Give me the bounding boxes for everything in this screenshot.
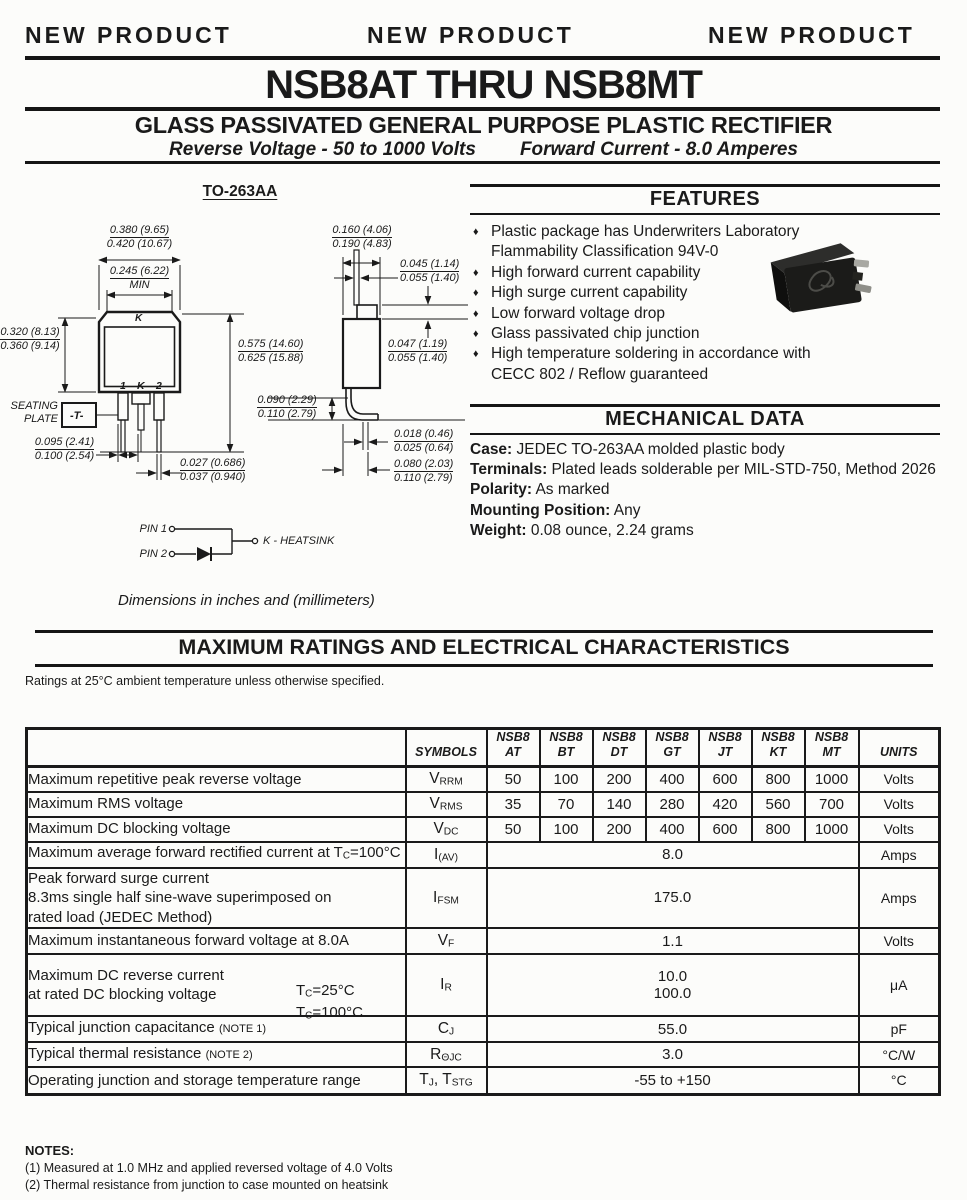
pin1-label: 1 xyxy=(120,380,126,392)
diamond-bullet-icon: ♦ xyxy=(473,287,479,300)
value-cell: 700 xyxy=(805,792,859,817)
parameter-line: Maximum DC reverse current xyxy=(28,966,224,984)
divider xyxy=(25,107,940,111)
value-cell: 800 xyxy=(752,817,805,842)
units-cell: Volts xyxy=(859,767,940,792)
col-header-symbols: SYMBOLS xyxy=(406,729,487,767)
dim-pin-pitch: 0.095 (2.41) 0.100 (2.54) xyxy=(34,436,95,462)
symbol-cell: IFSM xyxy=(406,868,487,929)
diamond-bullet-icon: ♦ xyxy=(473,328,479,341)
tab-marking-label: K xyxy=(135,313,143,324)
table-row xyxy=(27,792,940,817)
symbol-cell: CJ xyxy=(406,1016,487,1042)
units-cell: pF xyxy=(859,1016,940,1042)
new-product-badge: NEW PRODUCT xyxy=(708,22,915,48)
value-cell: 140 xyxy=(593,792,646,817)
parameter-cell xyxy=(27,1016,406,1042)
parameter-line: Maximum instantaneous forward voltage at 8.0A xyxy=(28,932,349,950)
units-cell: Volts xyxy=(859,928,940,954)
pin2-label: 2 xyxy=(156,380,162,392)
value-cell: 55.0 xyxy=(487,1016,859,1042)
mechanical-data-title: MECHANICAL DATA xyxy=(470,404,940,435)
dim-body-width: 0.380 (9.65) 0.420 (10.67) xyxy=(106,224,173,250)
schematic-pin2-label: PIN 2 xyxy=(139,548,167,560)
value-cell: 70 xyxy=(540,792,593,817)
value-cell: 8.0 xyxy=(487,842,859,868)
divider xyxy=(25,161,940,164)
dim-body-height: 0.320 (8.13) 0.360 (9.14) xyxy=(0,326,60,352)
col-header-parameter xyxy=(27,729,406,767)
value-cell: 100 xyxy=(540,817,593,842)
value-cell: 3.0 xyxy=(487,1042,859,1067)
symbol-cell: VRMS xyxy=(406,792,487,817)
ratings-section-title: MAXIMUM RATINGS AND ELECTRICAL CHARACTERISTICS xyxy=(35,630,933,667)
parameter-cell xyxy=(27,792,406,817)
col-header-part: NSB8 MT xyxy=(805,729,859,767)
parameter-cell xyxy=(27,1042,406,1067)
diamond-bullet-icon: ♦ xyxy=(473,226,479,238)
parameter-line: Maximum average forward rectified current at TC=100°C xyxy=(28,844,401,862)
value-cell: 175.0 xyxy=(487,868,859,929)
notes-title: NOTES: xyxy=(25,1143,75,1158)
parameter-line: Maximum RMS voltage xyxy=(28,795,184,813)
new-product-badge: NEW PRODUCT xyxy=(25,22,232,48)
table-row xyxy=(27,842,940,868)
units-cell: Volts xyxy=(859,792,940,817)
parameter-cell xyxy=(27,1067,406,1094)
table-row xyxy=(27,954,940,1016)
new-product-badge: NEW PRODUCT xyxy=(367,22,574,48)
symbol-cell: I(AV) xyxy=(406,842,487,868)
units-cell: °C/W xyxy=(859,1042,940,1067)
parameter-cell xyxy=(27,767,406,792)
table-row xyxy=(27,868,940,929)
notes-list xyxy=(25,1160,393,1195)
diamond-bullet-icon: ♦ xyxy=(473,266,479,279)
symbol-cell: RΘJC xyxy=(406,1042,487,1067)
table-row xyxy=(27,1067,940,1094)
feature-item: ♦ Glass passivated chip junction xyxy=(470,324,940,344)
note-item: (1) Measured at 1.0 MHz and applied reversed voltage of 4.0 Volts xyxy=(25,1160,393,1175)
page-subtitle: GLASS PASSIVATED GENERAL PURPOSE PLASTIC RECTIFIER xyxy=(134,112,833,138)
value-cell: 1000 xyxy=(805,817,859,842)
value-cell: 800 xyxy=(752,767,805,792)
feature-item: ♦ High temperature soldering in accordance with CECC 802 / Reflow guaranteed xyxy=(473,345,811,383)
package-photo-image xyxy=(758,234,876,326)
dim-standoff: 0.090 (2.29) 0.110 (2.79) xyxy=(257,394,317,420)
col-header-part: NSB8 JT xyxy=(699,729,752,767)
units-cell: Volts xyxy=(859,817,940,842)
col-header-part: NSB8 BT xyxy=(540,729,593,767)
parameter-line: Peak forward surge current xyxy=(28,869,209,887)
feature-item: ♦ Plastic package has Underwriters Laboratory Flammability Classification 94V-0 xyxy=(473,223,800,261)
parameter-line: Operating junction and storage temperature range xyxy=(28,1071,361,1089)
col-header-part: NSB8 AT xyxy=(487,729,540,767)
stacked-value: 10.0 xyxy=(657,968,688,985)
value-cell: 1000 xyxy=(805,767,859,792)
mechanical-data-rows xyxy=(470,440,940,541)
value-cell: 200 xyxy=(593,767,646,792)
condition-line: TC=100°C xyxy=(296,1004,363,1022)
value-cell: 560 xyxy=(752,792,805,817)
schematic-heatsink-label: K - HEATSINK xyxy=(263,535,335,547)
forward-current-text: Forward Current - 8.0 Amperes xyxy=(519,139,798,160)
value-cell xyxy=(487,954,859,1016)
mechanical-data-section xyxy=(470,404,940,541)
value-cell: -55 to +150 xyxy=(487,1067,859,1094)
mechanical-row: Terminals: Plated leads solderable per MIL-STD-750, Method 2026 xyxy=(470,461,936,479)
mechanical-row-label: Case: xyxy=(470,441,513,458)
value-cell: 50 xyxy=(487,767,540,792)
feature-item: ♦ Low forward voltage drop xyxy=(470,304,940,324)
col-header-part: NSB8 DT xyxy=(593,729,646,767)
dim-side-width: 0.160 (4.06) 0.190 (4.83) xyxy=(332,224,392,250)
parameter-cell xyxy=(27,954,406,1022)
parameter-line: 8.3ms single half sine-wave superimposed on xyxy=(28,889,332,906)
value-cell: 280 xyxy=(646,792,699,817)
value-cell: 420 xyxy=(699,792,752,817)
package-photo xyxy=(758,234,876,326)
stacked-value: 100.0 xyxy=(653,985,692,1002)
value-cell: 100 xyxy=(540,767,593,792)
mechanical-row: Polarity: As marked xyxy=(470,481,610,499)
divider xyxy=(25,56,940,60)
table-row xyxy=(27,928,940,954)
package-drawing xyxy=(0,210,475,610)
dimensions-caption: Dimensions in inches and (millimeters) xyxy=(118,592,375,609)
col-header-part: NSB8 KT xyxy=(752,729,805,767)
units-cell: Amps xyxy=(859,868,940,929)
col-header-part: NSB8 GT xyxy=(646,729,699,767)
mechanical-row: Mounting Position: Any xyxy=(470,501,641,519)
mechanical-row: Weight: 0.08 ounce, 2.24 grams xyxy=(470,521,694,539)
dim-pin-width: 0.027 (0.686) 0.037 (0.940) xyxy=(180,457,246,483)
pink-label: K xyxy=(137,380,145,392)
symbol-cell: TJ, TSTG xyxy=(406,1067,487,1094)
reverse-voltage-text: Reverse Voltage - 50 to 1000 Volts xyxy=(169,139,476,160)
mechanical-row-label: Weight: xyxy=(470,521,527,539)
mechanical-row: Case: JEDEC TO-263AA molded plastic body xyxy=(470,441,785,458)
table-row xyxy=(27,767,940,792)
value-cell: 400 xyxy=(646,767,699,792)
value-cell: 1.1 xyxy=(487,928,859,954)
units-cell: °C xyxy=(859,1067,940,1094)
ratings-header-row xyxy=(27,729,940,767)
datum-t-label: -T- xyxy=(70,410,84,422)
dim-total-height: 0.575 (14.60) 0.625 (15.88) xyxy=(238,338,304,364)
dim-tab-thickness: 0.045 (1.14) 0.055 (1.40) xyxy=(400,258,460,284)
symbol-cell: IR xyxy=(406,954,487,1016)
notes-section xyxy=(25,1142,393,1195)
diamond-bullet-icon: ♦ xyxy=(473,348,479,361)
table-row xyxy=(27,1042,940,1067)
parameter-line: Maximum repetitive peak reverse voltage xyxy=(28,770,302,788)
table-row xyxy=(27,817,940,842)
parameter-line: Typical thermal resistance (NOTE 2) xyxy=(28,1044,253,1062)
mechanical-row-label: Polarity: xyxy=(470,481,533,499)
value-cell: 200 xyxy=(593,817,646,842)
symbol-cell: VF xyxy=(406,928,487,954)
diamond-bullet-icon: ♦ xyxy=(473,307,479,320)
value-cell: 400 xyxy=(646,817,699,842)
ratings-summary xyxy=(0,139,967,161)
note-item: (2) Thermal resistance from junction to case mounted on heatsink xyxy=(25,1178,389,1192)
seating-plate-label: SEATING PLATE xyxy=(10,400,58,425)
units-cell: μA xyxy=(859,954,940,1016)
parameter-line: Typical junction capacitance (NOTE 1) xyxy=(28,1019,267,1037)
feature-item: ♦ High forward current capability xyxy=(470,263,940,283)
parameter-cell xyxy=(27,868,406,929)
col-header-units: UNITS xyxy=(859,729,940,767)
features-title: FEATURES xyxy=(470,184,940,215)
symbol-cell: VDC xyxy=(406,817,487,842)
ratings-table xyxy=(25,727,941,1096)
ratings-conditions-note: Ratings at 25°C ambient temperature unless otherwise specified. xyxy=(25,674,385,688)
page-title: NSB8AT THRU NSB8MT xyxy=(265,63,702,107)
features-section xyxy=(470,184,940,385)
units-cell: Amps xyxy=(859,842,940,868)
parameter-cell xyxy=(27,842,406,868)
table-row xyxy=(27,1016,940,1042)
parameter-line: at rated DC blocking voltage xyxy=(28,986,217,1003)
feature-item: ♦ High surge current capability xyxy=(470,283,940,303)
dim-tab-offset: 0.047 (1.19) 0.055 (1.40) xyxy=(388,338,448,364)
mechanical-row-label: Terminals: xyxy=(470,461,548,479)
dim-tab-width: 0.245 (6.22) MIN xyxy=(109,265,170,291)
mechanical-row-label: Mounting Position: xyxy=(470,501,611,519)
value-cell: 35 xyxy=(487,792,540,817)
parameter-cell xyxy=(27,928,406,954)
schematic-pin1-label: PIN 1 xyxy=(139,523,167,535)
value-cell: 600 xyxy=(699,817,752,842)
condition-line: TC=25°C xyxy=(296,982,355,1000)
value-cell: 50 xyxy=(487,817,540,842)
symbol-cell: VRRM xyxy=(406,767,487,792)
dim-lead-thickness: 0.018 (0.46) 0.025 (0.64) xyxy=(394,428,454,454)
dim-lead-length: 0.080 (2.03) 0.110 (2.79) xyxy=(394,458,454,484)
package-name: TO-263AA xyxy=(202,183,278,200)
value-cell: 600 xyxy=(699,767,752,792)
parameter-cell xyxy=(27,817,406,842)
parameter-line: rated load (JEDEC Method) xyxy=(28,908,213,926)
parameter-line: Maximum DC blocking voltage xyxy=(28,820,231,838)
